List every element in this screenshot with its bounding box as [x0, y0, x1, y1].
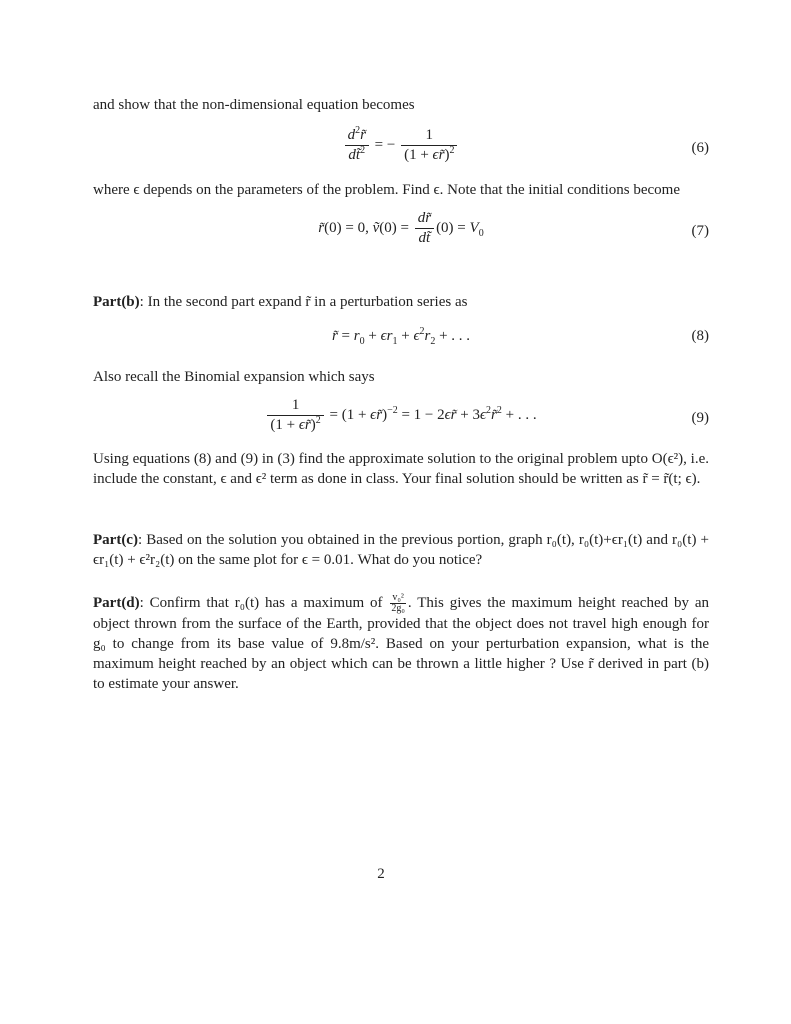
equation-7-math: r̃(0) = 0, ṽ(0) = $\frac{dr̃}{dt̃}$ $(0) = V_0$: [318, 210, 484, 246]
equation-7: [93, 209, 709, 253]
eq6-lhs-fraction: $\frac{d^2r̃}{dt̃^2}$: [345, 126, 369, 165]
using-paragraph: Using equations (8) and (9) in (3) find the approximate solution to the original problem upto O(ϵ²), i.e. include the constant, ϵ and ϵ² term as done in class. Your final solution should be written as r̃ = r̃(t; ϵ).: [93, 451, 709, 487]
part-d-fraction-bottom: 2g₀: [391, 603, 405, 615]
part-b-text: : In the second part expand r̃ in a perturbation series as: [139, 294, 468, 310]
equation-8: [93, 318, 709, 362]
where-paragraph: where ϵ depends on the parameters of the problem. Find ϵ. Note that the initial conditions become: [93, 182, 680, 198]
part-d-paragraph: [93, 593, 709, 694]
equation-9: [93, 396, 709, 440]
equation-6-label: (6): [691, 140, 709, 156]
equation-8-label: (8): [691, 328, 709, 344]
equation-7-label: (7): [691, 223, 709, 239]
intro-line: and show that the non-dimensional equation becomes: [93, 97, 415, 113]
part-d-fraction: [390, 593, 406, 614]
equation-9-label: (9): [691, 410, 709, 426]
equation-6: [93, 126, 709, 170]
page-number: 2: [377, 866, 385, 882]
part-d-title: Part(d): [93, 595, 140, 611]
equation-6-math: $\frac{d^2r̃}{dt̃^2}$ = − $\frac{1}{(1 + \epsilon r̃)^2}$: [93, 126, 709, 165]
part-c-paragraph: [93, 530, 709, 570]
eq9-fraction: $\frac{1}{(1 + \epsilon r̃)^2}$: [267, 396, 323, 435]
part-d-text-a: : Confirm that r₀(t) has a maximum of: [139, 595, 383, 611]
part-c-text: : Based on the solution you obtained in the previous portion, graph r₀(t), r₀(t)+ϵr₁(t) and r₀(t) + ϵr₁(t) + ϵ²r₂(t) on the same plot for ϵ = 0.01. What do you notice?: [93, 532, 709, 568]
part-b-paragraph: [93, 292, 709, 312]
binomial-line: Also recall the Binomial expansion which says: [93, 369, 375, 385]
eq7-fraction: $\frac{dr̃}{dt̃}$: [415, 209, 434, 248]
eq6-rhs-fraction: $\frac{1}{(1 + \epsilon r̃)^2}$: [401, 126, 457, 165]
equation-8-math: r̃ = $r_0 + \epsilon r_1 + \epsilon^2r_2$ + . . .: [331, 326, 471, 347]
part-c-title: Part(c): [93, 532, 138, 548]
equation-9-math: $\frac{1}{(1 + \epsilon r̃)^2}$ = (1 + ϵr̃)$^{-2}$ = 1 − 2ϵr̃ + $3\epsilon^2r̃^2$ + . . .: [93, 396, 709, 435]
part-b-title: Part(b): [93, 294, 140, 310]
part-d-fraction-top: v₀²: [390, 593, 406, 604]
part-d-text-b: . This gives the maximum height reached by an object thrown from the surface of the Earth, provided that the object does not travel high enough for g₀ to change from its base value of 9.8m/s². Based on your perturbation expansion, what is the maximum height reached by an object which can be thrown a little higher ? Use r̃ derived in part (b) to estimate your answer.: [93, 595, 709, 693]
